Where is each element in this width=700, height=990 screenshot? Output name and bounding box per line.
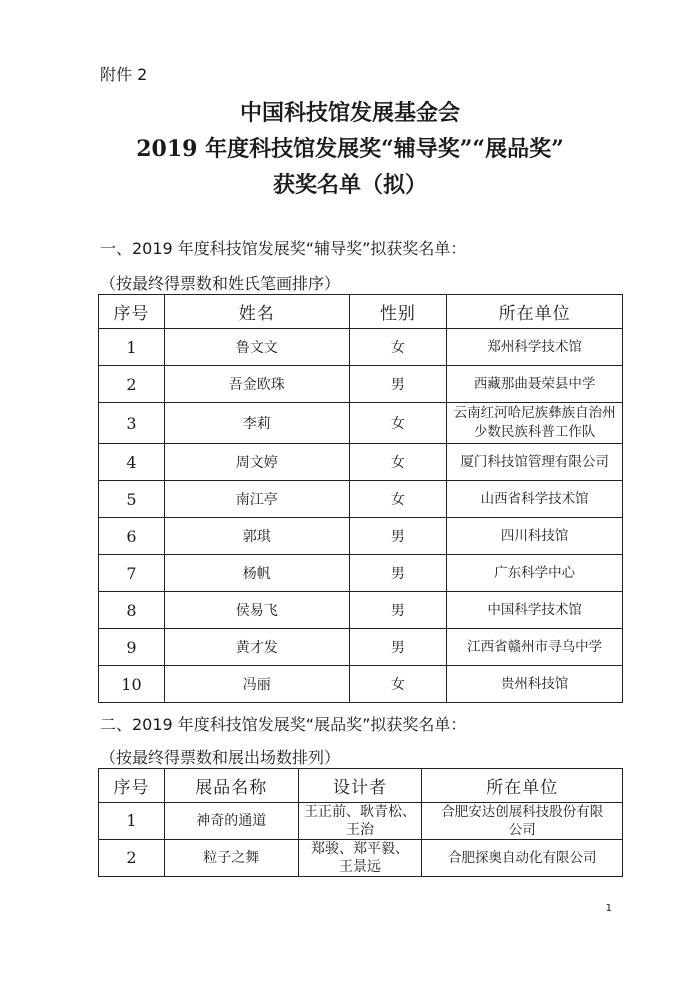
- row-org: 中国科学技术馆: [447, 592, 623, 629]
- row-name: 吾金欧珠: [164, 366, 349, 403]
- col-header-org: 所在单位: [422, 769, 623, 803]
- row-gender: 女: [349, 329, 447, 366]
- row-no: 1: [99, 803, 165, 840]
- row-name: 南江亭: [164, 481, 349, 518]
- row-org: 江西省赣州市寻乌中学: [447, 629, 623, 666]
- row-designer-line-1: 王正前、耿青松、: [304, 804, 417, 820]
- attachment-label: 附件 2: [100, 65, 148, 84]
- row-gender: 男: [349, 629, 447, 666]
- row-gender: 女: [349, 444, 447, 481]
- table-row: [99, 518, 623, 555]
- document-title-line-3: 获奖名单（拟）: [272, 172, 427, 198]
- row-name: 鲁文文: [164, 329, 349, 366]
- row-org-line-2: 公司: [508, 822, 536, 838]
- row-designer: [298, 803, 422, 840]
- row-exhibit: 粒子之舞: [164, 840, 298, 877]
- row-gender: 女: [349, 481, 447, 518]
- row-designer-line-2: 王景远: [339, 859, 382, 875]
- table-row: [99, 840, 623, 877]
- table-row: [99, 803, 623, 840]
- row-name: 郭琪: [164, 518, 349, 555]
- row-org: 广东科学中心: [447, 555, 623, 592]
- table-row: [99, 329, 623, 366]
- row-org-line-1: 云南红河哈尼族彝族自治州: [453, 405, 616, 421]
- section1-heading: 一、2019 年度科技馆发展奖“辅导奖”拟获奖名单：: [100, 239, 467, 258]
- row-gender: 男: [349, 592, 447, 629]
- tutor-award-table: [98, 294, 623, 703]
- row-name: 黄才发: [164, 629, 349, 666]
- col-header-no: 序号: [99, 295, 165, 329]
- table-header-row: [99, 769, 623, 803]
- row-name: 周文婷: [164, 444, 349, 481]
- col-header-no: 序号: [99, 769, 165, 803]
- row-gender: 女: [349, 403, 447, 444]
- table-header-row: [99, 295, 623, 329]
- table-row: [99, 403, 623, 444]
- row-no: 2: [99, 366, 165, 403]
- row-no: 4: [99, 444, 165, 481]
- col-header-org: 所在单位: [447, 295, 623, 329]
- col-header-exhibit: 展品名称: [164, 769, 298, 803]
- row-no: 3: [99, 403, 165, 444]
- row-org: [447, 403, 623, 444]
- row-org: 山西省科学技术馆: [447, 481, 623, 518]
- row-no: 2: [99, 840, 165, 877]
- document-title-line-2: 2019 年度科技馆发展奖“辅导奖”“展品奖”: [136, 136, 564, 162]
- row-gender: 男: [349, 518, 447, 555]
- row-exhibit: 神奇的通道: [164, 803, 298, 840]
- row-designer: [298, 840, 422, 877]
- row-org: [422, 803, 623, 840]
- row-org: 厦门科技馆管理有限公司: [447, 444, 623, 481]
- row-name: 冯丽: [164, 666, 349, 703]
- row-gender: 男: [349, 555, 447, 592]
- page-number: 1: [605, 903, 612, 914]
- row-no: 1: [99, 329, 165, 366]
- section1-note: （按最终得票数和姓氏笔画排序）: [100, 274, 341, 293]
- document-title-line-1: 中国科技馆发展基金会: [239, 100, 460, 126]
- row-designer-line-1: 郑骏、郑平毅、: [311, 841, 410, 857]
- table-row: [99, 592, 623, 629]
- row-org-line-1: 合肥安达创展科技股份有限: [441, 804, 604, 820]
- row-no: 9: [99, 629, 165, 666]
- row-org: 西藏那曲聂荣县中学: [447, 366, 623, 403]
- row-no: 7: [99, 555, 165, 592]
- table-row: [99, 666, 623, 703]
- section2-heading: 二、2019 年度科技馆发展奖“展品奖”拟获奖名单：: [100, 715, 467, 734]
- row-no: 6: [99, 518, 165, 555]
- table-row: [99, 481, 623, 518]
- row-name: 杨帆: [164, 555, 349, 592]
- row-org-line-2: 少数民族科普工作队: [473, 424, 596, 440]
- exhibit-award-table: [98, 768, 623, 877]
- row-no: 8: [99, 592, 165, 629]
- section2-note: （按最终得票数和展出场数排列）: [100, 748, 341, 767]
- row-no: 10: [99, 666, 165, 703]
- row-name: 侯易飞: [164, 592, 349, 629]
- table-row: [99, 444, 623, 481]
- row-name: 李莉: [164, 403, 349, 444]
- row-org: 合肥探奥自动化有限公司: [422, 840, 623, 877]
- table-row: [99, 629, 623, 666]
- row-gender: 女: [349, 666, 447, 703]
- col-header-gender: 性别: [349, 295, 447, 329]
- row-no: 5: [99, 481, 165, 518]
- row-org: 郑州科学技术馆: [447, 329, 623, 366]
- table-row: [99, 366, 623, 403]
- row-org: 贵州科技馆: [447, 666, 623, 703]
- row-designer-line-2: 王治: [346, 822, 375, 838]
- col-header-name: 姓名: [164, 295, 349, 329]
- table-row: [99, 555, 623, 592]
- row-gender: 男: [349, 366, 447, 403]
- col-header-designer: 设计者: [298, 769, 422, 803]
- row-org: 四川科技馆: [447, 518, 623, 555]
